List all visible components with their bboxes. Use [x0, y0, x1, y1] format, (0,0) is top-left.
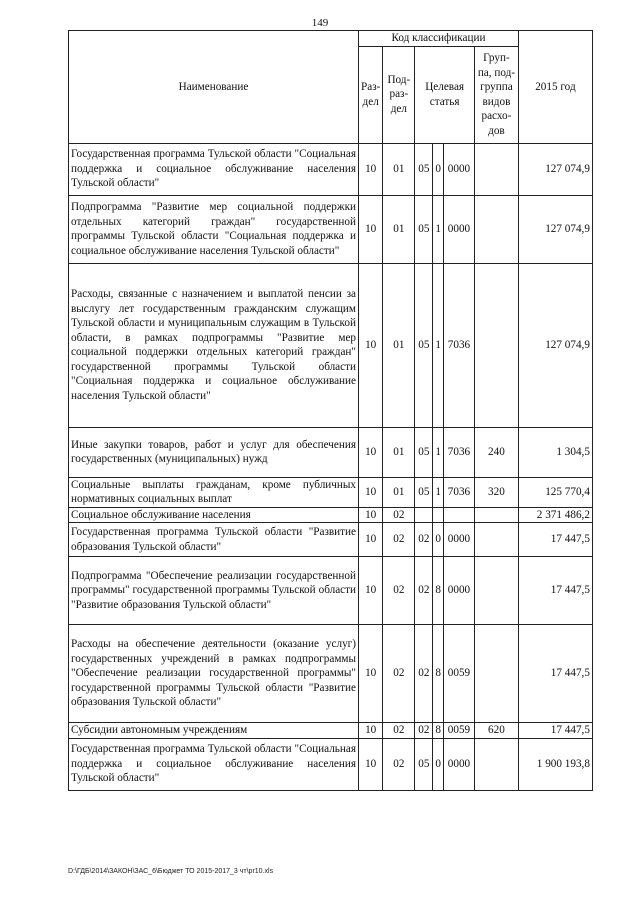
row-razdel: 10 [359, 143, 383, 195]
table-row [69, 263, 593, 427]
row-expense-group [474, 195, 518, 263]
row-target-program: 05 [415, 477, 433, 507]
row-target-program: 02 [415, 523, 433, 557]
row-target-subprogram: 8 [433, 625, 444, 723]
row-razdel: 10 [359, 625, 383, 723]
row-name: Государственная программа Тульской области "Социальная поддержка и социальное обслуживание населения Тульской области" [69, 738, 359, 790]
header-classification: Код классификации [359, 31, 519, 47]
row-target-direction: 0000 [443, 738, 474, 790]
row-target-direction: 0059 [443, 723, 474, 739]
row-podrazdel: 01 [383, 427, 415, 477]
header-row [69, 31, 593, 47]
table-row [69, 557, 593, 625]
row-podrazdel: 02 [383, 625, 415, 723]
row-target-direction: 0059 [443, 625, 474, 723]
row-target-subprogram: 1 [433, 477, 444, 507]
row-expense-group: 620 [474, 723, 518, 739]
row-amount: 125 770,4 [518, 477, 592, 507]
row-expense-group [474, 738, 518, 790]
row-target-program: 05 [415, 738, 433, 790]
row-podrazdel: 02 [383, 507, 415, 523]
row-name: Подпрограмма "Развитие мер социальной поддержки отдельных категорий граждан" государственной программы Тульской области "Социальная поддержка и социальное обслуживание населения Тульской области" [69, 195, 359, 263]
row-name: Расходы, связанные с назначением и выплатой пенсии за выслугу лет государственным гражданским служащим Тульской области и муниципальным служащим в Тульской области, в рамках подпрограммы "Развитие мер социальной поддержки отдельных категорий граждан" государственной программы Тульской области "Социальная поддержка и социальное обслуживание населения Тульской области" [69, 263, 359, 427]
row-target-program [415, 507, 433, 523]
row-target-direction: 0000 [443, 557, 474, 625]
row-target-subprogram: 1 [433, 195, 444, 263]
row-name: Государственная программа Тульской области "Социальная поддержка и социальное обслуживание населения Тульской области" [69, 143, 359, 195]
row-name: Социальное обслуживание населения [69, 507, 359, 523]
header-group: Груп-па, под-группа видов расхо-дов [474, 46, 518, 143]
row-target-program: 05 [415, 263, 433, 427]
header-podrazdel: Под-раз-дел [383, 46, 415, 143]
header-year: 2015 год [518, 31, 592, 144]
row-name: Подпрограмма "Обеспечение реализации государственной программы" государственной программы Тульской области "Развитие образования Тульской области" [69, 557, 359, 625]
row-target-subprogram: 0 [433, 143, 444, 195]
row-expense-group [474, 143, 518, 195]
row-razdel: 10 [359, 427, 383, 477]
row-razdel: 10 [359, 263, 383, 427]
row-expense-group [474, 263, 518, 427]
header-target: Целевая статья [415, 46, 475, 143]
row-podrazdel: 01 [383, 263, 415, 427]
row-podrazdel: 02 [383, 557, 415, 625]
row-amount: 127 074,9 [518, 263, 592, 427]
table-row [69, 738, 593, 790]
row-target-program: 05 [415, 143, 433, 195]
row-razdel: 10 [359, 195, 383, 263]
row-amount: 17 447,5 [518, 723, 592, 739]
row-razdel: 10 [359, 723, 383, 739]
row-amount: 1 304,5 [518, 427, 592, 477]
row-name: Государственная программа Тульской области "Развитие образования Тульской области" [69, 523, 359, 557]
table-row [69, 195, 593, 263]
row-expense-group: 240 [474, 427, 518, 477]
page-number: 149 [311, 17, 329, 29]
row-name: Социальные выплаты гражданам, кроме публичных нормативных социальных выплат [69, 477, 359, 507]
row-amount: 17 447,5 [518, 523, 592, 557]
row-target-direction: 0000 [443, 523, 474, 557]
row-target-subprogram: 0 [433, 523, 444, 557]
row-target-direction: 0000 [443, 195, 474, 263]
table-row [69, 143, 593, 195]
row-podrazdel: 01 [383, 143, 415, 195]
row-target-subprogram [433, 507, 444, 523]
row-podrazdel: 02 [383, 523, 415, 557]
table-row [69, 427, 593, 477]
row-target-program: 02 [415, 557, 433, 625]
row-name: Субсидии автономным учреждениям [69, 723, 359, 739]
header-name: Наименование [69, 31, 359, 144]
row-target-direction: 7036 [443, 427, 474, 477]
row-target-subprogram: 1 [433, 427, 444, 477]
row-target-program: 05 [415, 195, 433, 263]
row-podrazdel: 01 [383, 195, 415, 263]
row-target-direction: 7036 [443, 477, 474, 507]
row-podrazdel: 01 [383, 477, 415, 507]
row-podrazdel: 02 [383, 723, 415, 739]
header-razdel: Раз-дел [359, 46, 383, 143]
row-amount: 127 074,9 [518, 195, 592, 263]
row-target-program: 05 [415, 427, 433, 477]
row-target-subprogram: 1 [433, 263, 444, 427]
row-razdel: 10 [359, 557, 383, 625]
row-target-direction: 7036 [443, 263, 474, 427]
row-target-subprogram: 8 [433, 557, 444, 625]
row-razdel: 10 [359, 507, 383, 523]
row-target-program: 02 [415, 723, 433, 739]
row-razdel: 10 [359, 477, 383, 507]
table-row [69, 477, 593, 507]
row-expense-group [474, 557, 518, 625]
row-target-direction: 0000 [443, 143, 474, 195]
row-target-subprogram: 8 [433, 723, 444, 739]
row-amount: 17 447,5 [518, 625, 592, 723]
row-razdel: 10 [359, 523, 383, 557]
row-expense-group [474, 507, 518, 523]
row-name: Иные закупки товаров, работ и услуг для обеспечения государственных (муниципальных) нужд [69, 427, 359, 477]
row-target-direction [443, 507, 474, 523]
row-podrazdel: 02 [383, 738, 415, 790]
table-row [69, 723, 593, 739]
table-row [69, 625, 593, 723]
row-target-program: 02 [415, 625, 433, 723]
table-row [69, 523, 593, 557]
table-row [69, 507, 593, 523]
row-expense-group [474, 625, 518, 723]
row-amount: 2 371 486,2 [518, 507, 592, 523]
row-amount: 17 447,5 [518, 557, 592, 625]
file-path-footer: D:\ГДБ\2014\ЗАКОН\ЗАС_6\Бюджет ТО 2015-2017_3 чт\рr10.xls [68, 868, 274, 875]
row-amount: 127 074,9 [518, 143, 592, 195]
budget-table [68, 30, 593, 791]
row-expense-group [474, 523, 518, 557]
row-amount: 1 900 193,8 [518, 738, 592, 790]
row-target-subprogram: 0 [433, 738, 444, 790]
row-expense-group: 320 [474, 477, 518, 507]
row-name: Расходы на обеспечение деятельности (оказание услуг) государственных учреждений в рамках подпрограммы "Обеспечение реализации государственной программы" государственной программы Тульской области "Развитие образования Тульской области" [69, 625, 359, 723]
row-razdel: 10 [359, 738, 383, 790]
